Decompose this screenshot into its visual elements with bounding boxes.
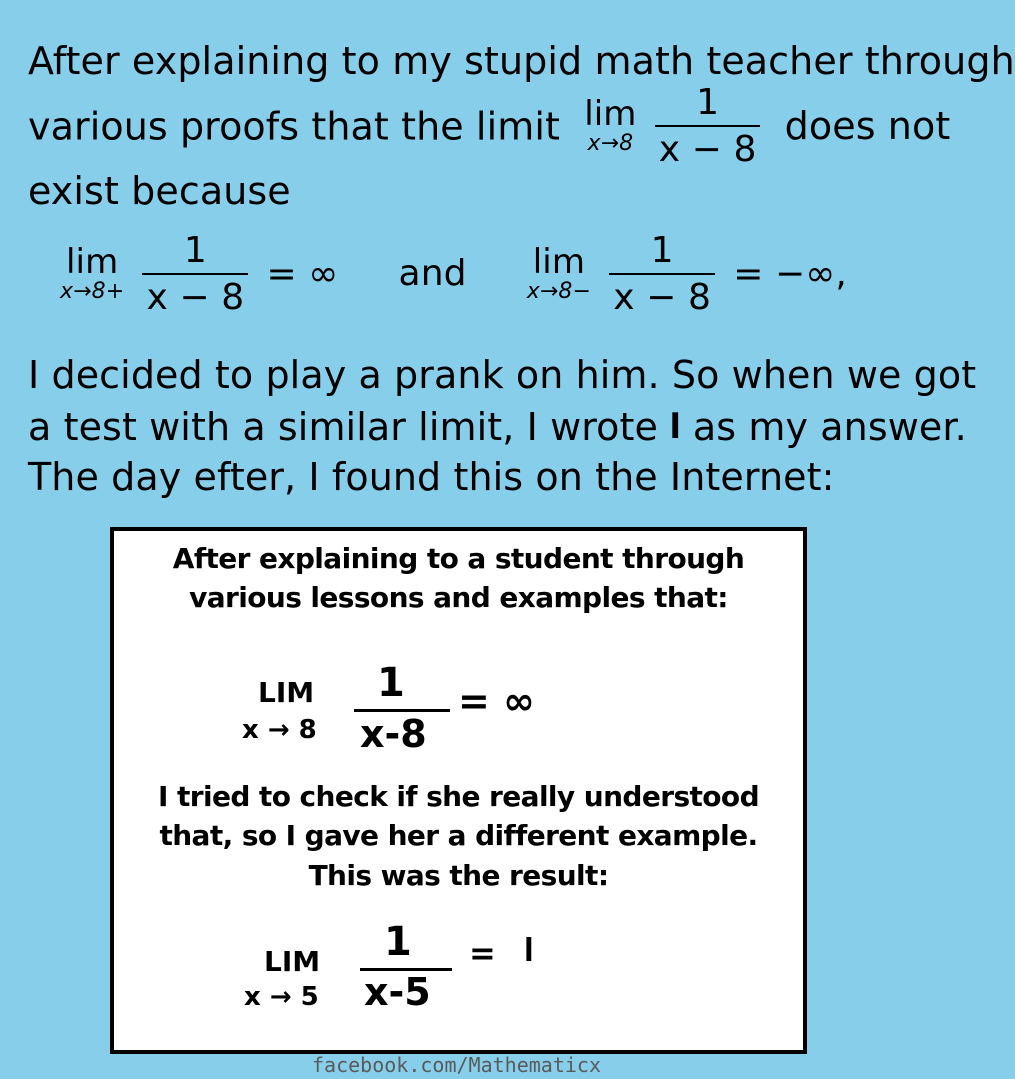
meme-eq2-lim: LIM bbox=[264, 945, 321, 978]
and-word: and bbox=[398, 253, 467, 295]
fraction-bar bbox=[142, 273, 248, 275]
story-line-6-end: as my answer. bbox=[692, 405, 967, 449]
meme-eq1-subscript: x → 8 bbox=[242, 715, 317, 745]
story-line-2-start: various proofs that the limit bbox=[28, 104, 561, 149]
limit-operator bbox=[584, 94, 637, 157]
lim-word: lim bbox=[65, 242, 119, 283]
fraction-numerator: 1 bbox=[650, 230, 674, 271]
limit-minus-result: = −∞, bbox=[733, 253, 847, 295]
meme-equation-1 bbox=[242, 660, 562, 761]
lim-word: lim bbox=[584, 94, 637, 135]
limit-operator-minus bbox=[526, 242, 592, 305]
fraction-denominator: x − 8 bbox=[146, 276, 245, 318]
story-line-5: I decided to play a prank on him. So when we got bbox=[28, 353, 977, 397]
one-sided-limits bbox=[60, 232, 847, 317]
meme-line-2: various lessons and examples that: bbox=[189, 581, 728, 614]
story-line-2-end: does not bbox=[784, 104, 951, 149]
meme-eq1-numerator: 1 bbox=[377, 660, 405, 706]
prank-answer-glyph: ꟾ bbox=[669, 412, 682, 445]
story-line-6 bbox=[28, 405, 967, 449]
source-credit: facebook.com/Mathematicx bbox=[312, 1053, 601, 1077]
meme-eq2-subscript: x → 5 bbox=[244, 982, 319, 1012]
fraction-plus bbox=[142, 232, 248, 317]
story-line-2 bbox=[28, 84, 950, 169]
story-line-3: exist because bbox=[28, 169, 291, 213]
fraction-numerator: 1 bbox=[696, 82, 720, 123]
limit-plus-result: = ∞ bbox=[266, 253, 339, 295]
meme-line-5: This was the result: bbox=[308, 859, 609, 892]
fraction-bar bbox=[655, 125, 761, 127]
story-line-1: After explaining to my stupid math teacher through bbox=[28, 39, 1015, 83]
fraction-minus bbox=[609, 232, 715, 317]
meme-eq2-answer-glyph: ꟾ bbox=[524, 938, 534, 968]
lim-subscript-plus: x→8+ bbox=[60, 279, 125, 305]
lim-subscript-minus: x→8− bbox=[526, 279, 592, 305]
meme-eq1-result: = ∞ bbox=[458, 679, 535, 723]
fraction bbox=[655, 84, 761, 169]
meme-line-4: that, so I gave her a different example. bbox=[159, 819, 758, 852]
meme-eq2-numerator: 1 bbox=[384, 919, 412, 965]
meme-eq1-denominator: x-8 bbox=[360, 712, 427, 756]
meme-equation-2 bbox=[244, 918, 564, 1013]
limit-operator-plus bbox=[60, 242, 125, 305]
lim-subscript: x→8 bbox=[587, 131, 634, 157]
lim-word: lim bbox=[532, 242, 586, 283]
fraction-denominator: x − 8 bbox=[613, 276, 711, 318]
fraction-denominator: x − 8 bbox=[658, 128, 757, 170]
meme-line-1: After explaining to a student through bbox=[172, 542, 745, 575]
story-line-7: The day efter, I found this on the Internet: bbox=[28, 455, 835, 499]
fraction-numerator: 1 bbox=[183, 230, 207, 271]
meme-eq2-denominator: x-5 bbox=[364, 970, 431, 1014]
meme-eq1-lim: LIM bbox=[258, 676, 315, 709]
story-line-6-start: a test with a similar limit, I wrote bbox=[28, 405, 658, 449]
meme-eq2-equals: = bbox=[469, 934, 496, 972]
meme-line-3: I tried to check if she really understood bbox=[157, 780, 760, 813]
story-text bbox=[28, 0, 1015, 520]
fraction-bar bbox=[609, 273, 715, 275]
meme-image bbox=[110, 527, 807, 1054]
